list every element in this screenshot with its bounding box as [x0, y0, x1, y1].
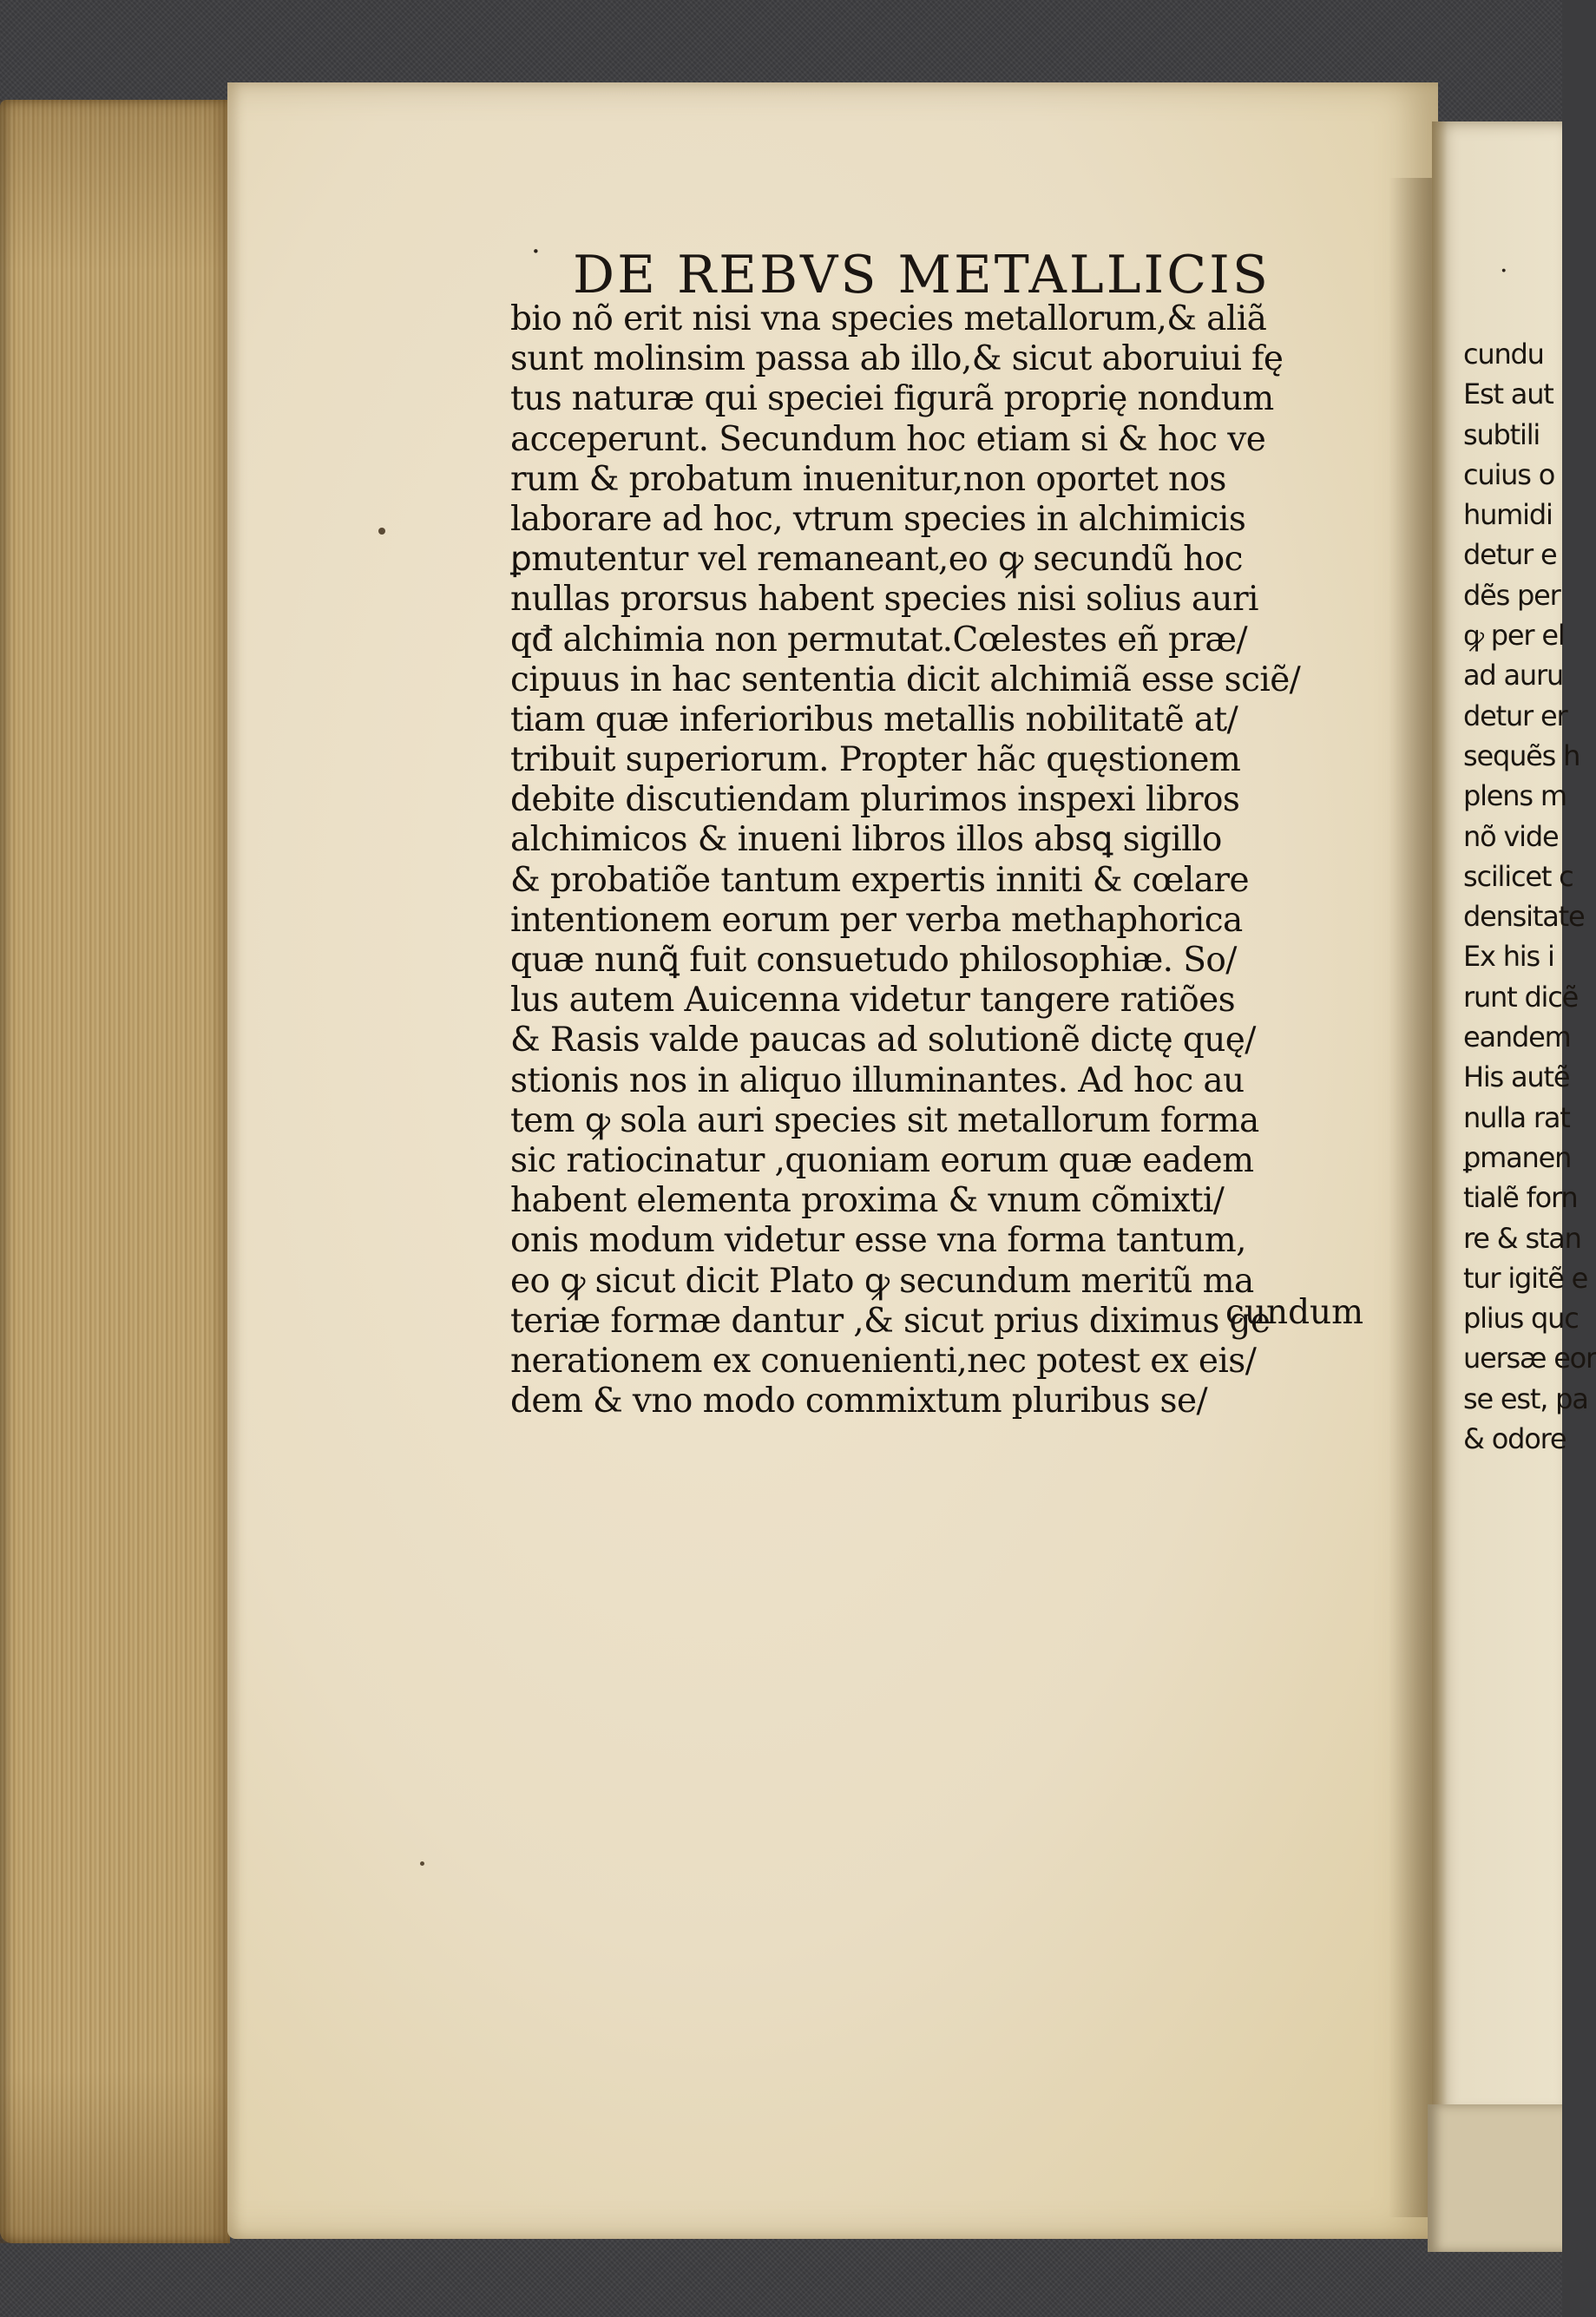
right-text-line: se est, pa: [1463, 1382, 1588, 1415]
text-line: tus naturæ qui speciei figurã proprię nondum: [510, 379, 1274, 419]
right-text-line: ad auru: [1463, 659, 1564, 692]
right-text-line: plens m: [1463, 779, 1566, 813]
right-page-edge: [1428, 2104, 1562, 2252]
text-line: cipuus in hac sententia dicit alchimiã esse sciẽ/: [510, 660, 1301, 699]
right-text-line: detur er: [1463, 699, 1567, 732]
right-text-line: subtili: [1463, 417, 1540, 451]
text-line: alchimicos & inueni libros illos absꝗ sigillo: [510, 820, 1222, 860]
right-text-line: detur e: [1463, 538, 1557, 572]
right-text-line: cundu: [1463, 338, 1544, 371]
right-text-line: sequẽs h: [1463, 738, 1580, 772]
text-line: quæ nunꝗ̃ fuit consuetudo philosophiæ. So/: [510, 941, 1237, 980]
right-text-line: cuius o: [1463, 457, 1555, 491]
right-page-ornament-dot: ·: [1500, 256, 1508, 286]
text-line: intentionem eorum per verba methaphorica: [510, 900, 1243, 940]
right-text-line: uersæ eor: [1463, 1342, 1596, 1375]
right-text-line: densitate: [1463, 900, 1585, 934]
text-line: eo ꝙ sicut dicit Plato ꝙ secundum meritũ ma: [510, 1261, 1254, 1301]
page-edges: [0, 100, 230, 2243]
page-speck: [378, 528, 385, 535]
right-text-line: humidi: [1463, 498, 1553, 532]
text-line: tribuit superiorum. Propter hãc quęstionem: [510, 740, 1241, 780]
right-text-line: Ex his i: [1463, 940, 1554, 974]
text-line: acceperunt. Secundum hoc etiam si & hoc ve: [510, 419, 1266, 459]
head-ornament-dot: ·: [531, 234, 541, 269]
text-line: dem & vno modo commixtum pluribus se/: [510, 1382, 1207, 1421]
text-line: debite discutiendam plurimos inspexi libros: [510, 780, 1240, 820]
text-line: & probatiõe tantum expertis inniti & cœlare: [510, 860, 1249, 900]
left-page-text: [510, 299, 1383, 1421]
right-text-line: ꝙ per el: [1463, 619, 1565, 653]
right-text-line: nulla rat: [1463, 1100, 1570, 1134]
text-line: ꝑmutentur vel remaneant,eo ꝙ secundũ hoc: [510, 540, 1243, 580]
text-line: rum & probatum inuenitur,non oportet nos: [510, 459, 1226, 499]
catchword: cundum: [1225, 1293, 1364, 1332]
text-line: lus autem Auicenna videtur tangere ratiões: [510, 981, 1236, 1021]
right-page-text: [1463, 334, 1596, 1459]
right-text-line: scilicet c: [1463, 859, 1573, 893]
right-text-line: nõ vide: [1463, 819, 1559, 853]
right-text-line: Est aut: [1463, 377, 1553, 411]
right-text-line: ꝑmanen: [1463, 1140, 1572, 1174]
right-text-line: & odore: [1463, 1422, 1566, 1456]
text-line: & Rasis valde paucas ad solutionẽ dictę quę/: [510, 1021, 1256, 1060]
text-line: laborare ad hoc, vtrum species in alchimicis: [510, 499, 1246, 539]
text-line: nullas prorsus habent species nisi solius auri: [510, 580, 1258, 620]
text-line: tem ꝙ sola auri species sit metallorum forma: [510, 1100, 1259, 1140]
running-head: DE REBVS METALLICIS: [573, 245, 1271, 305]
text-line: nerationem ex conuenienti,nec potest ex eis/: [510, 1341, 1257, 1381]
right-text-line: His autẽ: [1463, 1060, 1570, 1094]
right-text-line: plius quc: [1463, 1302, 1579, 1336]
right-text-line: tur igitẽ e: [1463, 1261, 1588, 1295]
text-line: bio nõ erit nisi vna species metallorum,& aliã: [510, 299, 1267, 338]
page-speck: [420, 1861, 424, 1866]
text-line: onis modum videtur esse vna forma tantum,: [510, 1221, 1246, 1261]
text-line: stionis nos in aliquo illuminantes. Ad hoc au: [510, 1060, 1245, 1100]
right-text-line: runt dicẽ: [1463, 980, 1579, 1014]
text-line: tiam quæ inferioribus metallis nobilitatẽ at/: [510, 699, 1238, 739]
text-line: teriæ formæ dantur ,& sicut prius diximus ge: [510, 1301, 1271, 1341]
text-line: qđ alchimia non permutat.Cœlestes eñ præ/: [510, 620, 1248, 660]
right-text-line: tialẽ forn: [1463, 1181, 1578, 1215]
right-text-line: eandem: [1463, 1021, 1571, 1054]
right-text-line: re & stan: [1463, 1221, 1581, 1255]
text-line: sic ratiocinatur ,quoniam eorum quæ eadem: [510, 1140, 1254, 1180]
right-text-line: dẽs per: [1463, 578, 1560, 612]
text-line: sunt molinsim passa ab illo,& sicut aboruiui fę: [510, 339, 1284, 379]
text-line: habent elementa proxima & vnum cõmixti/: [510, 1181, 1225, 1221]
